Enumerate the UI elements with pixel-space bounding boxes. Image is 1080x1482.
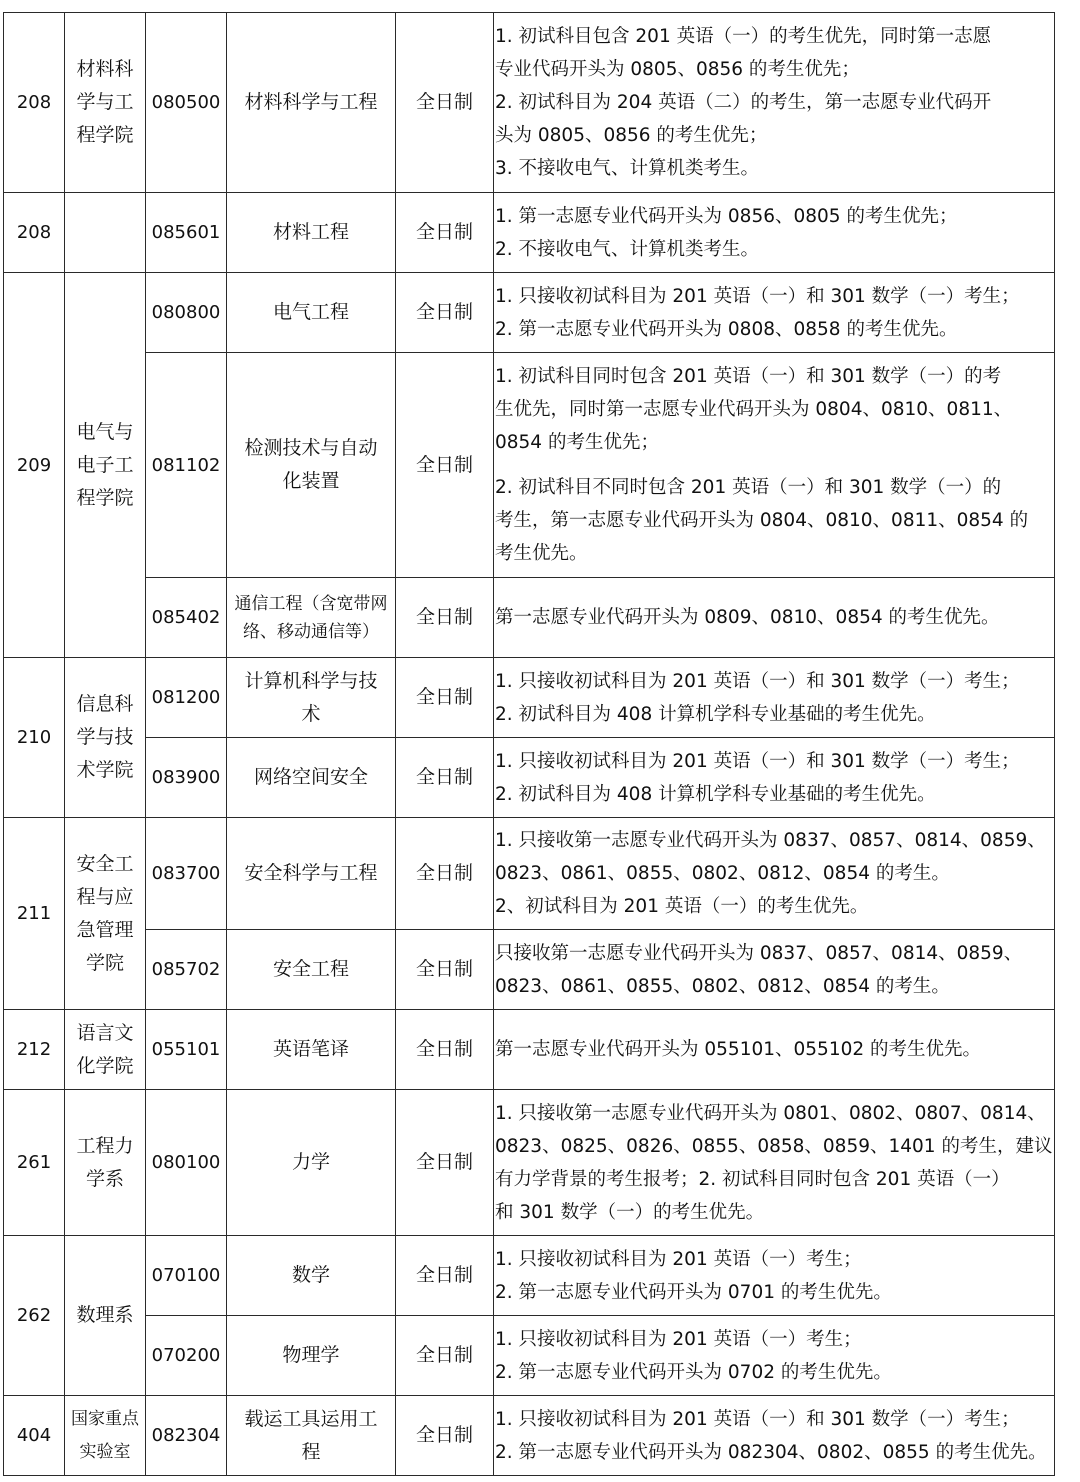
college-code-cell: 209 [4, 273, 65, 658]
study-mode-cell: 全日制 [396, 578, 494, 658]
requirement-line: 0823、0861、0855、0802、0812、0854 的考生。 [495, 975, 950, 997]
college-code-cell: 208 [4, 193, 65, 273]
major-name-cell: 力学 [227, 1090, 396, 1236]
requirement-line: 1. 只接收初试科目为 201 英语（一）和 301 数学（一）考生； [495, 285, 1020, 307]
major-name-cell: 电气工程 [227, 273, 396, 353]
requirements-cell [494, 658, 1055, 738]
major-code-cell: 083700 [146, 818, 227, 930]
requirement-line: 1. 初试科目包含 201 英语（一）的考生优先，同时第一志愿 [495, 26, 992, 47]
requirement-line: 2. 不接收电气、计算机类考生。 [495, 238, 760, 260]
table-row [4, 578, 1055, 658]
table-row [4, 1316, 1055, 1396]
table-row [4, 273, 1055, 353]
requirement-line: 头为 0805、0856 的考生优先； [495, 125, 768, 146]
major-name-cell: 安全工程 [227, 930, 396, 1010]
table-row [4, 930, 1055, 1010]
major-code-cell: 070200 [146, 1316, 227, 1396]
requirements-cell [494, 1010, 1055, 1090]
major-name-cell: 数学 [227, 1236, 396, 1316]
requirement-line: 只接收第一志愿专业代码开头为 0837、0857、0814、0859、 [495, 942, 1023, 964]
table-row [4, 1396, 1055, 1476]
major-code-cell: 080500 [146, 13, 227, 193]
requirement-line: 0823、0825、0826、0855、0858、0859、1401 的考生，建议 [495, 1135, 1053, 1157]
requirement-line: 第一志愿专业代码开头为 0809、0810、0854 的考生优先。 [495, 607, 1000, 628]
major-name-cell: 通信工程（含宽带网络、移动通信等） [227, 578, 396, 658]
requirement-line: 2. 第一志愿专业代码开头为 0808、0858 的考生优先。 [495, 318, 958, 340]
study-mode-cell: 全日制 [396, 353, 494, 578]
study-mode-cell: 全日制 [396, 273, 494, 353]
requirement-line: 生优先，同时第一志愿专业代码开头为 0804、0810、0811、 [495, 399, 1013, 420]
college-code-cell: 404 [4, 1396, 65, 1476]
requirement-line: 2. 初试科目为 408 计算机学科专业基础的考生优先。 [495, 703, 936, 725]
requirement-line: 2. 初试科目为 408 计算机学科专业基础的考生优先。 [495, 783, 936, 805]
requirement-line: 考生，第一志愿专业代码开头为 0804、0810、0811、0854 的 [495, 510, 1029, 531]
study-mode-cell: 全日制 [396, 658, 494, 738]
table-row [4, 818, 1055, 930]
major-code-cell: 083900 [146, 738, 227, 818]
requirement-line: 0823、0861、0855、0802、0812、0854 的考生。 [495, 863, 950, 884]
requirement-line: 2. 第一志愿专业代码开头为 0702 的考生优先。 [495, 1361, 892, 1383]
college-code-cell: 210 [4, 658, 65, 818]
table-row [4, 1090, 1055, 1236]
major-code-cell: 085402 [146, 578, 227, 658]
requirement-line: 1. 只接收初试科目为 201 英语（一）和 301 数学（一）考生； [495, 670, 1020, 692]
table-row [4, 193, 1055, 273]
college-name-cell: 电气与电子工程学院 [65, 273, 146, 658]
study-mode-cell: 全日制 [396, 1090, 494, 1236]
requirements-cell [494, 273, 1055, 353]
major-code-cell: 082304 [146, 1396, 227, 1476]
college-code-cell: 261 [4, 1090, 65, 1236]
requirement-line: 1. 只接收第一志愿专业代码开头为 0837、0857、0814、0859、 [495, 830, 1046, 851]
requirement-line: 2. 第一志愿专业代码开头为 0701 的考生优先。 [495, 1281, 892, 1303]
major-name-cell: 材料科学与工程 [227, 13, 396, 193]
requirements-cell [494, 1236, 1055, 1316]
study-mode-cell: 全日制 [396, 13, 494, 193]
study-mode-cell: 全日制 [396, 930, 494, 1010]
requirements-cell [494, 353, 1055, 578]
major-name-cell: 英语笔译 [227, 1010, 396, 1090]
college-name-cell: 信息科学与技术学院 [65, 658, 146, 818]
requirement-line: 2. 初试科目为 204 英语（二）的考生，第一志愿专业代码开 [495, 92, 992, 113]
major-name-cell: 材料工程 [227, 193, 396, 273]
major-code-cell: 081102 [146, 353, 227, 578]
major-code-cell: 085702 [146, 930, 227, 1010]
table-row [4, 1236, 1055, 1316]
requirement-line: 和 301 数学（一）的考生优先。 [495, 1201, 765, 1223]
college-name-cell: 数理系 [65, 1236, 146, 1396]
major-code-cell: 070100 [146, 1236, 227, 1316]
college-name-cell: 安全工程与应急管理学院 [65, 818, 146, 1010]
major-code-cell: 080100 [146, 1090, 227, 1236]
study-mode-cell: 全日制 [396, 738, 494, 818]
requirement-line: 1. 只接收初试科目为 201 英语（一）考生； [495, 1248, 862, 1270]
requirement-line: 2、初试科目为 201 英语（一）的考生优先。 [495, 896, 869, 917]
requirements-cell [494, 193, 1055, 273]
major-name-cell: 网络空间安全 [227, 738, 396, 818]
requirements-cell [494, 930, 1055, 1010]
requirement-line: 0854 的考生优先； [495, 432, 659, 453]
table-row [4, 658, 1055, 738]
requirement-line: 第一志愿专业代码开头为 055101、055102 的考生优先。 [495, 1039, 982, 1060]
college-name-cell [65, 193, 146, 273]
table-row [4, 1010, 1055, 1090]
major-name-cell: 安全科学与工程 [227, 818, 396, 930]
requirement-line: 2. 初试科目不同时包含 201 英语（一）和 301 数学（一）的 [495, 477, 1002, 498]
major-name-cell: 计算机科学与技术 [227, 658, 396, 738]
college-code-cell: 262 [4, 1236, 65, 1396]
college-code-cell: 212 [4, 1010, 65, 1090]
table-row [4, 13, 1055, 193]
requirement-line: 1. 初试科目同时包含 201 英语（一）和 301 数学（一）的考 [495, 366, 1002, 387]
major-name-cell: 检测技术与自动化装置 [227, 353, 396, 578]
major-name-cell: 载运工具运用工程 [227, 1396, 396, 1476]
college-name-cell: 材料科学与工程学院 [65, 13, 146, 193]
requirement-line: 1. 只接收初试科目为 201 英语（一）和 301 数学（一）考生； [495, 1408, 1020, 1430]
major-code-cell: 080800 [146, 273, 227, 353]
requirement-line: 2. 第一志愿专业代码开头为 082304、0802、0855 的考生优先。 [495, 1441, 1047, 1463]
college-name-cell: 国家重点实验室 [65, 1396, 146, 1476]
college-code-cell: 208 [4, 13, 65, 193]
study-mode-cell: 全日制 [396, 1010, 494, 1090]
requirement-line: 考生优先。 [495, 543, 588, 564]
requirement-line: 1. 只接收第一志愿专业代码开头为 0801、0802、0807、0814、 [495, 1102, 1046, 1124]
study-mode-cell: 全日制 [396, 1316, 494, 1396]
requirements-cell [494, 13, 1055, 193]
requirement-line: 3. 不接收电气、计算机类考生。 [495, 158, 760, 179]
requirement-line: 1. 只接收初试科目为 201 英语（一）和 301 数学（一）考生； [495, 750, 1020, 772]
requirements-cell [494, 1396, 1055, 1476]
requirements-cell [494, 738, 1055, 818]
admission-requirements-table [3, 12, 1055, 1476]
major-code-cell: 055101 [146, 1010, 227, 1090]
requirement-line: 1. 第一志愿专业代码开头为 0856、0805 的考生优先； [495, 205, 958, 227]
requirements-cell [494, 818, 1055, 930]
college-name-cell: 工程力学系 [65, 1090, 146, 1236]
major-code-cell: 085601 [146, 193, 227, 273]
college-code-cell: 211 [4, 818, 65, 1010]
requirements-cell [494, 1090, 1055, 1236]
major-code-cell: 081200 [146, 658, 227, 738]
table-row [4, 738, 1055, 818]
requirement-line: 有力学背景的考生报考；2. 初试科目同时包含 201 英语（一） [495, 1168, 1010, 1190]
requirement-line: 1. 只接收初试科目为 201 英语（一）考生； [495, 1328, 862, 1350]
study-mode-cell: 全日制 [396, 818, 494, 930]
requirements-cell [494, 1316, 1055, 1396]
study-mode-cell: 全日制 [396, 1396, 494, 1476]
table-row [4, 353, 1055, 578]
study-mode-cell: 全日制 [396, 193, 494, 273]
college-name-cell: 语言文化学院 [65, 1010, 146, 1090]
requirement-line: 专业代码开头为 0805、0856 的考生优先； [495, 59, 860, 80]
study-mode-cell: 全日制 [396, 1236, 494, 1316]
requirements-cell [494, 578, 1055, 658]
major-name-cell: 物理学 [227, 1316, 396, 1396]
